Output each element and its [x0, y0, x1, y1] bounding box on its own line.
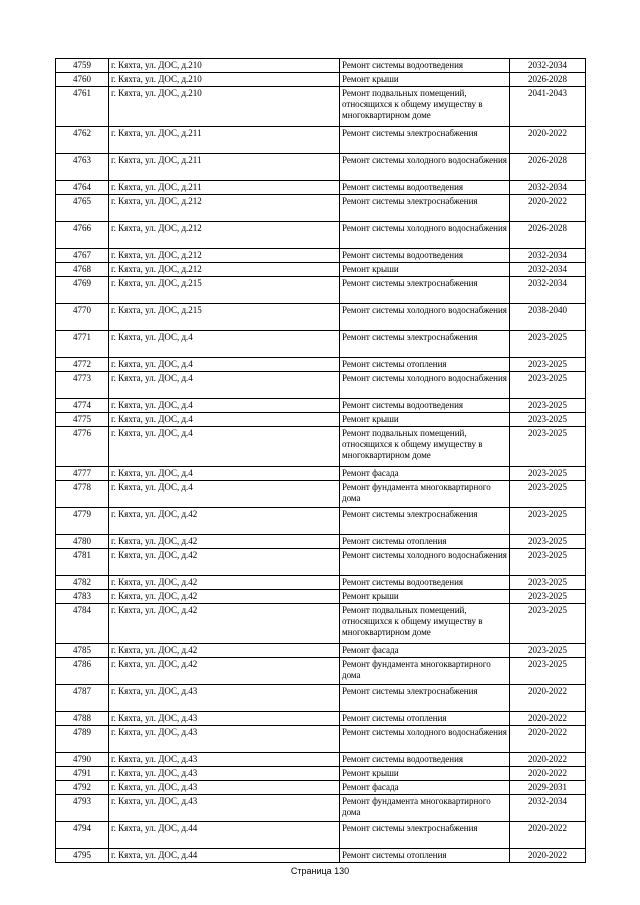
- period-cell: 2020-2022: [510, 685, 586, 712]
- work-type-cell: Ремонт системы холодного водоснабжения: [340, 222, 510, 249]
- address-cell: г. Кяхта, ул. ДОС, д.4: [109, 331, 340, 358]
- row-number: 4795: [56, 849, 109, 863]
- table-row: [56, 249, 586, 263]
- work-type-cell: Ремонт системы отопления: [340, 712, 510, 726]
- row-number: 4793: [56, 795, 109, 822]
- period-cell: 2032-2034: [510, 263, 586, 277]
- row-number: 4763: [56, 154, 109, 181]
- period-cell: 2020-2022: [510, 753, 586, 767]
- work-type-cell: Ремонт системы холодного водоснабжения: [340, 726, 510, 753]
- work-type-cell: Ремонт системы водоотведения: [340, 249, 510, 263]
- address-cell: г. Кяхта, ул. ДОС, д.43: [109, 753, 340, 767]
- work-type-cell: Ремонт системы холодного водоснабжения: [340, 549, 510, 576]
- address-cell: г. Кяхта, ул. ДОС, д.4: [109, 399, 340, 413]
- address-cell: г. Кяхта, ул. ДОС, д.42: [109, 508, 340, 535]
- row-number: 4781: [56, 549, 109, 576]
- work-type-cell: Ремонт фундамента многоквартирного дома: [340, 481, 510, 508]
- table-row: [56, 767, 586, 781]
- row-number: 4774: [56, 399, 109, 413]
- address-cell: г. Кяхта, ул. ДОС, д.210: [109, 87, 340, 127]
- row-number: 4765: [56, 195, 109, 222]
- row-number: 4769: [56, 277, 109, 304]
- address-cell: г. Кяхта, ул. ДОС, д.212: [109, 263, 340, 277]
- row-number: 4791: [56, 767, 109, 781]
- period-cell: 2023-2025: [510, 658, 586, 685]
- address-cell: г. Кяхта, ул. ДОС, д.211: [109, 181, 340, 195]
- row-number: 4760: [56, 73, 109, 87]
- table-row: [56, 427, 586, 467]
- work-type-cell: Ремонт системы электроснабжения: [340, 277, 510, 304]
- period-cell: 2023-2025: [510, 331, 586, 358]
- address-cell: г. Кяхта, ул. ДОС, д.215: [109, 304, 340, 331]
- table-row: [56, 658, 586, 685]
- row-number: 4786: [56, 658, 109, 685]
- address-cell: г. Кяхта, ул. ДОС, д.42: [109, 658, 340, 685]
- row-number: 4784: [56, 604, 109, 644]
- period-cell: 2038-2040: [510, 304, 586, 331]
- period-cell: 2023-2025: [510, 535, 586, 549]
- page-number: Страница 130: [290, 866, 350, 876]
- work-type-cell: Ремонт системы холодного водоснабжения: [340, 154, 510, 181]
- work-type-cell: Ремонт фасада: [340, 644, 510, 658]
- row-number: 4759: [56, 59, 109, 73]
- work-type-cell: Ремонт системы водоотведения: [340, 181, 510, 195]
- work-type-cell: Ремонт подвальных помещений, относящихся к общему имуществу в многоквартирном доме: [340, 604, 510, 644]
- table-row: [56, 277, 586, 304]
- address-cell: г. Кяхта, ул. ДОС, д.212: [109, 222, 340, 249]
- period-cell: 2029-2031: [510, 781, 586, 795]
- period-cell: 2026-2028: [510, 222, 586, 249]
- address-cell: г. Кяхта, ул. ДОС, д.43: [109, 795, 340, 822]
- address-cell: г. Кяхта, ул. ДОС, д.4: [109, 358, 340, 372]
- address-cell: г. Кяхта, ул. ДОС, д.42: [109, 604, 340, 644]
- period-cell: 2032-2034: [510, 59, 586, 73]
- work-type-cell: Ремонт системы отопления: [340, 535, 510, 549]
- work-type-cell: Ремонт системы водоотведения: [340, 399, 510, 413]
- row-number: 4785: [56, 644, 109, 658]
- work-type-cell: Ремонт крыши: [340, 767, 510, 781]
- table-row: [56, 195, 586, 222]
- table-row: [56, 644, 586, 658]
- table-row: [56, 73, 586, 87]
- work-type-cell: Ремонт системы электроснабжения: [340, 331, 510, 358]
- table-row: [56, 222, 586, 249]
- row-number: 4792: [56, 781, 109, 795]
- table-row: [56, 604, 586, 644]
- period-cell: 2041-2043: [510, 87, 586, 127]
- table-body: [56, 59, 586, 863]
- period-cell: 2023-2025: [510, 399, 586, 413]
- address-cell: г. Кяхта, ул. ДОС, д.210: [109, 59, 340, 73]
- period-cell: 2023-2025: [510, 604, 586, 644]
- work-type-cell: Ремонт фасада: [340, 781, 510, 795]
- row-number: 4762: [56, 127, 109, 154]
- address-cell: г. Кяхта, ул. ДОС, д.44: [109, 822, 340, 849]
- row-number: 4772: [56, 358, 109, 372]
- work-type-cell: Ремонт системы электроснабжения: [340, 508, 510, 535]
- row-number: 4794: [56, 822, 109, 849]
- address-cell: г. Кяхта, ул. ДОС, д.4: [109, 372, 340, 399]
- row-number: 4773: [56, 372, 109, 399]
- period-cell: 2020-2022: [510, 849, 586, 863]
- row-number: 4764: [56, 181, 109, 195]
- period-cell: 2023-2025: [510, 508, 586, 535]
- work-type-cell: Ремонт системы водоотведения: [340, 576, 510, 590]
- address-cell: г. Кяхта, ул. ДОС, д.4: [109, 467, 340, 481]
- period-cell: 2023-2025: [510, 576, 586, 590]
- table-row: [56, 59, 586, 73]
- work-type-cell: Ремонт системы холодного водоснабжения: [340, 372, 510, 399]
- period-cell: 2032-2034: [510, 277, 586, 304]
- address-cell: г. Кяхта, ул. ДОС, д.43: [109, 767, 340, 781]
- row-number: 4770: [56, 304, 109, 331]
- address-cell: г. Кяхта, ул. ДОС, д.42: [109, 535, 340, 549]
- period-cell: 2023-2025: [510, 481, 586, 508]
- row-number: 4775: [56, 413, 109, 427]
- row-number: 4771: [56, 331, 109, 358]
- table-row: [56, 358, 586, 372]
- address-cell: г. Кяхта, ул. ДОС, д.43: [109, 781, 340, 795]
- period-cell: 2023-2025: [510, 549, 586, 576]
- period-cell: 2020-2022: [510, 712, 586, 726]
- period-cell: 2020-2022: [510, 822, 586, 849]
- work-type-cell: Ремонт крыши: [340, 263, 510, 277]
- period-cell: 2026-2028: [510, 154, 586, 181]
- period-cell: 2020-2022: [510, 726, 586, 753]
- row-number: 4780: [56, 535, 109, 549]
- row-number: 4776: [56, 427, 109, 467]
- address-cell: г. Кяхта, ул. ДОС, д.43: [109, 685, 340, 712]
- work-type-cell: Ремонт системы электроснабжения: [340, 822, 510, 849]
- address-cell: г. Кяхта, ул. ДОС, д.4: [109, 427, 340, 467]
- address-cell: г. Кяхта, ул. ДОС, д.42: [109, 644, 340, 658]
- table-row: [56, 849, 586, 863]
- work-type-cell: Ремонт системы электроснабжения: [340, 127, 510, 154]
- period-cell: 2023-2025: [510, 467, 586, 481]
- address-cell: г. Кяхта, ул. ДОС, д.43: [109, 712, 340, 726]
- address-cell: г. Кяхта, ул. ДОС, д.44: [109, 849, 340, 863]
- table-row: [56, 590, 586, 604]
- period-cell: 2023-2025: [510, 358, 586, 372]
- table-row: [56, 413, 586, 427]
- period-cell: 2020-2022: [510, 767, 586, 781]
- table-row: [56, 154, 586, 181]
- address-cell: г. Кяхта, ул. ДОС, д.42: [109, 590, 340, 604]
- work-type-cell: Ремонт системы водоотведения: [340, 59, 510, 73]
- work-type-cell: Ремонт системы электроснабжения: [340, 195, 510, 222]
- table-row: [56, 753, 586, 767]
- period-cell: 2026-2028: [510, 73, 586, 87]
- work-type-cell: Ремонт фундамента многоквартирного дома: [340, 795, 510, 822]
- table-row: [56, 508, 586, 535]
- address-cell: г. Кяхта, ул. ДОС, д.43: [109, 726, 340, 753]
- table-row: [56, 795, 586, 822]
- period-cell: 2020-2022: [510, 127, 586, 154]
- address-cell: г. Кяхта, ул. ДОС, д.4: [109, 413, 340, 427]
- period-cell: 2023-2025: [510, 590, 586, 604]
- row-number: 4768: [56, 263, 109, 277]
- repair-schedule-table: [55, 58, 586, 863]
- row-number: 4766: [56, 222, 109, 249]
- address-cell: г. Кяхта, ул. ДОС, д.42: [109, 549, 340, 576]
- table-row: [56, 781, 586, 795]
- work-type-cell: Ремонт системы отопления: [340, 358, 510, 372]
- row-number: 4790: [56, 753, 109, 767]
- address-cell: г. Кяхта, ул. ДОС, д.210: [109, 73, 340, 87]
- row-number: 4789: [56, 726, 109, 753]
- address-cell: г. Кяхта, ул. ДОС, д.211: [109, 154, 340, 181]
- table-row: [56, 87, 586, 127]
- work-type-cell: Ремонт подвальных помещений, относящихся к общему имуществу в многоквартирном доме: [340, 427, 510, 467]
- address-cell: г. Кяхта, ул. ДОС, д.215: [109, 277, 340, 304]
- work-type-cell: Ремонт крыши: [340, 413, 510, 427]
- work-type-cell: Ремонт фундамента многоквартирного дома: [340, 658, 510, 685]
- table-row: [56, 822, 586, 849]
- table-row: [56, 685, 586, 712]
- work-type-cell: Ремонт системы электроснабжения: [340, 685, 510, 712]
- period-cell: 2023-2025: [510, 413, 586, 427]
- work-type-cell: Ремонт системы водоотведения: [340, 753, 510, 767]
- table-row: [56, 535, 586, 549]
- table-row: [56, 549, 586, 576]
- table-row: [56, 263, 586, 277]
- row-number: 4788: [56, 712, 109, 726]
- table-row: [56, 726, 586, 753]
- work-type-cell: Ремонт крыши: [340, 73, 510, 87]
- period-cell: 2032-2034: [510, 249, 586, 263]
- table-row: [56, 467, 586, 481]
- period-cell: 2032-2034: [510, 795, 586, 822]
- table-row: [56, 372, 586, 399]
- address-cell: г. Кяхта, ул. ДОС, д.212: [109, 195, 340, 222]
- row-number: 4761: [56, 87, 109, 127]
- table-row: [56, 181, 586, 195]
- work-type-cell: Ремонт подвальных помещений, относящихся к общему имуществу в многоквартирном доме: [340, 87, 510, 127]
- period-cell: 2032-2034: [510, 181, 586, 195]
- row-number: 4777: [56, 467, 109, 481]
- address-cell: г. Кяхта, ул. ДОС, д.212: [109, 249, 340, 263]
- table-row: [56, 304, 586, 331]
- table-row: [56, 712, 586, 726]
- table-row: [56, 127, 586, 154]
- row-number: 4783: [56, 590, 109, 604]
- row-number: 4782: [56, 576, 109, 590]
- period-cell: 2023-2025: [510, 644, 586, 658]
- period-cell: 2023-2025: [510, 427, 586, 467]
- row-number: 4779: [56, 508, 109, 535]
- address-cell: г. Кяхта, ул. ДОС, д.42: [109, 576, 340, 590]
- work-type-cell: Ремонт фасада: [340, 467, 510, 481]
- table-row: [56, 576, 586, 590]
- address-cell: г. Кяхта, ул. ДОС, д.4: [109, 481, 340, 508]
- row-number: 4787: [56, 685, 109, 712]
- period-cell: 2023-2025: [510, 372, 586, 399]
- table-row: [56, 331, 586, 358]
- table-row: [56, 481, 586, 508]
- period-cell: 2020-2022: [510, 195, 586, 222]
- row-number: 4778: [56, 481, 109, 508]
- address-cell: г. Кяхта, ул. ДОС, д.211: [109, 127, 340, 154]
- work-type-cell: Ремонт системы отопления: [340, 849, 510, 863]
- row-number: 4767: [56, 249, 109, 263]
- table-row: [56, 399, 586, 413]
- work-type-cell: Ремонт крыши: [340, 590, 510, 604]
- work-type-cell: Ремонт системы холодного водоснабжения: [340, 304, 510, 331]
